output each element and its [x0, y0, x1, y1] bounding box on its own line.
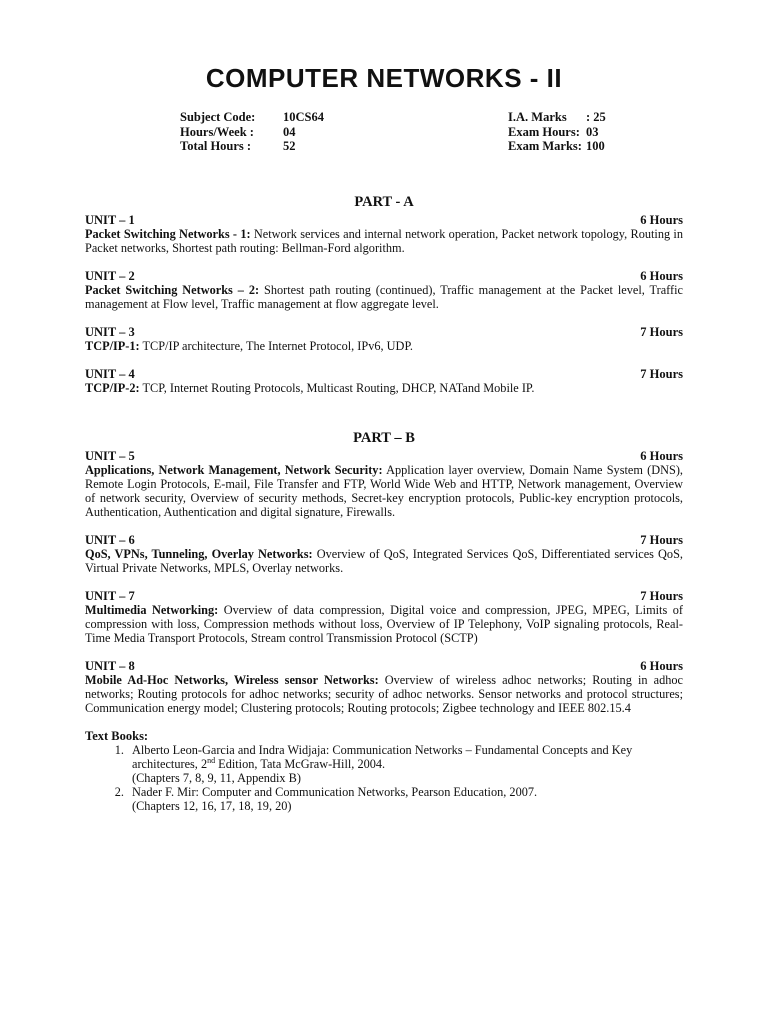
unit-text: Overview of wireless adhoc networks; Routing in adhoc networks; Routing protocols for adhoc networks; security of adhoc networks. Sensor networks and protocol structures; Communication energy model; Clustering protocols; Routing protocols; Zigbee technology and IEEE 802.15.4 — [85, 673, 684, 715]
meta-row — [508, 125, 658, 140]
meta-value: 04 — [283, 124, 296, 139]
meta-key: Exam Marks: — [508, 139, 582, 153]
meta-row — [508, 139, 658, 154]
meta-value: 03 — [586, 124, 599, 139]
book-entry — [132, 743, 683, 785]
unit-label: UNIT – 2 — [85, 269, 135, 283]
meta-key: Total Hours : — [180, 139, 252, 153]
unit-hours: 6 Hours — [640, 449, 683, 463]
book-entry — [132, 785, 683, 813]
meta-key: Subject Code: — [180, 110, 256, 124]
unit-hours: 6 Hours — [640, 269, 683, 283]
meta-value: 100 — [586, 139, 605, 153]
book-citation: Nader F. Mir: Computer and Communication Networks, Pearson Education, 2007. — [132, 785, 538, 799]
unit-topic: QoS, VPNs, Tunneling, Overlay Networks: — [85, 547, 313, 561]
unit-header — [85, 325, 683, 339]
unit-label: UNIT – 5 — [85, 449, 135, 463]
text-books-heading: Text Books: — [85, 729, 149, 743]
unit-label: UNIT – 7 — [85, 589, 135, 603]
unit-description — [85, 603, 683, 645]
unit-description — [85, 381, 683, 395]
text-books-list — [85, 743, 683, 813]
list-number: 1. — [114, 743, 124, 757]
course-meta-left — [180, 110, 420, 154]
course-meta-right — [508, 110, 658, 154]
list-item — [85, 743, 683, 785]
unit-topic: Packet Switching Networks - 1: — [85, 227, 251, 241]
unit-hours: 6 Hours — [640, 659, 683, 673]
meta-key: Hours/Week : — [180, 124, 254, 139]
meta-row — [180, 110, 420, 125]
unit-2 — [85, 269, 683, 311]
unit-header — [85, 213, 683, 227]
meta-value: : 25 — [586, 110, 606, 124]
unit-topic: Multimedia Networking: — [85, 603, 219, 617]
spacer — [85, 409, 683, 429]
meta-value: 52 — [283, 139, 296, 153]
unit-hours: 7 Hours — [640, 325, 683, 339]
unit-hours: 7 Hours — [640, 367, 683, 381]
meta-row — [180, 125, 420, 140]
unit-text: TCP, Internet Routing Protocols, Multicast Routing, DHCP, NATand Mobile IP. — [139, 381, 535, 395]
unit-label: UNIT – 3 — [85, 325, 135, 339]
unit-text: Network services and internal network operation, Packet network topology, Routing in Packet networks, Shortest path routing: Bellman-Ford algorithm. — [85, 227, 683, 255]
meta-key: Exam Hours: — [508, 124, 580, 139]
unit-header — [85, 589, 683, 603]
book-chapters: (Chapters 7, 8, 9, 11, Appendix B) — [132, 771, 301, 785]
syllabus-content — [85, 193, 683, 813]
unit-text: Shortest path routing (continued), Traffic management at the Packet level, Traffic management at Flow level, Traffic management at flow aggregate level. — [85, 283, 684, 311]
page-title: COMPUTER NETWORKS - II — [205, 63, 563, 93]
list-number: 2. — [114, 785, 124, 799]
book-citation-end: Edition, Tata McGraw-Hill, 2004. — [215, 757, 386, 771]
unit-label: UNIT – 1 — [85, 213, 135, 227]
unit-topic: TCP/IP-2: — [85, 381, 140, 395]
part-b-heading: PART – B — [353, 430, 415, 446]
unit-6 — [85, 533, 683, 575]
unit-topic: Packet Switching Networks – 2: — [85, 283, 260, 297]
unit-7 — [85, 589, 683, 645]
meta-value: 10CS64 — [283, 110, 324, 124]
unit-label: UNIT – 6 — [85, 533, 135, 547]
book-chapters: (Chapters 12, 16, 17, 18, 19, 20) — [132, 799, 292, 813]
unit-header — [85, 367, 683, 381]
meta-row — [508, 110, 658, 125]
unit-8 — [85, 659, 683, 715]
unit-hours: 7 Hours — [640, 533, 683, 547]
unit-text: Application layer overview, Domain Name System (DNS), Remote Login Protocols, E-mail, File Transfer and FTP, World Wide Web and HTTP, Network management, Overview of network security, Overview of security methods, Secret-key encryption protocols, Public-key encryption protocols, Authentication, Authentication and digital signature, Firewalls. — [85, 463, 683, 519]
unit-label: UNIT – 8 — [85, 659, 135, 673]
unit-header — [85, 533, 683, 547]
unit-description — [85, 463, 683, 519]
unit-text: Overview of QoS, Integrated Services QoS, Differentiated services QoS, Virtual Private Networks, MPLS, Overlay networks. — [85, 547, 683, 575]
unit-description — [85, 339, 683, 353]
unit-topic: Applications, Network Management, Network Security: — [85, 463, 383, 477]
list-item — [85, 785, 683, 813]
book-citation: Alberto Leon-Garcia and Indra Widjaja: Communication Networks – Fundamental Concepts and Key architectures, 2 — [132, 743, 633, 771]
unit-1 — [85, 213, 683, 255]
unit-description — [85, 547, 683, 575]
unit-hours: 7 Hours — [640, 589, 683, 603]
unit-topic: Mobile Ad-Hoc Networks, Wireless sensor Networks: — [85, 673, 379, 687]
unit-hours: 6 Hours — [640, 213, 683, 227]
unit-4 — [85, 367, 683, 395]
meta-row — [180, 139, 420, 154]
unit-header — [85, 659, 683, 673]
unit-text: TCP/IP architecture, The Internet Protocol, IPv6, UDP. — [139, 339, 413, 353]
unit-5 — [85, 449, 683, 519]
meta-key: I.A. Marks — [508, 110, 567, 124]
unit-topic: TCP/IP-1: — [85, 339, 140, 353]
unit-text: Overview of data compression, Digital voice and compression, JPEG, MPEG, Limits of compression with loss, Compression methods without loss, Overview of IP Telephony, VoIP signaling protocols, Real-Time Media Transport Protocols, Stream control Transmission Protocol (SCTP) — [85, 603, 683, 645]
unit-description — [85, 227, 683, 255]
unit-description — [85, 673, 683, 715]
unit-description — [85, 283, 683, 311]
unit-label: UNIT – 4 — [85, 367, 135, 381]
unit-header — [85, 449, 683, 463]
unit-3 — [85, 325, 683, 353]
ordinal-suffix: nd — [207, 755, 216, 765]
part-a-heading: PART - A — [354, 194, 414, 210]
unit-header — [85, 269, 683, 283]
